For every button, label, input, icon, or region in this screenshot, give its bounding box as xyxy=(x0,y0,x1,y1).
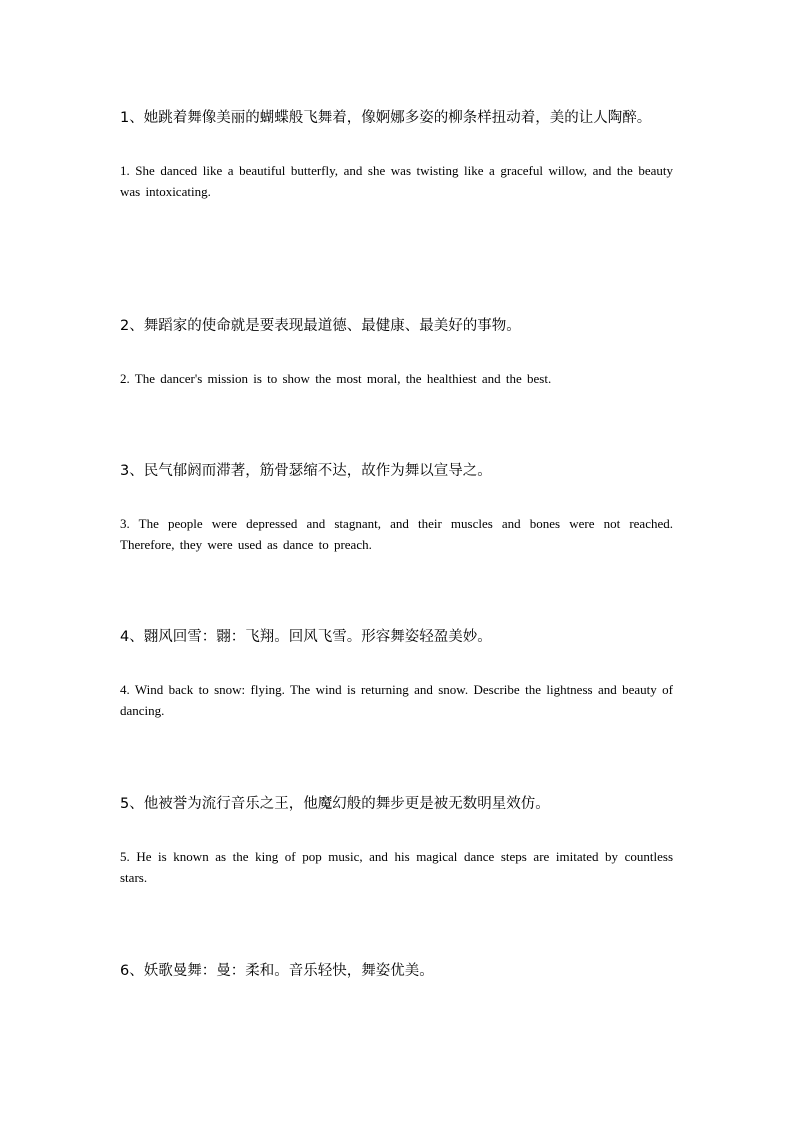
entry-4-chinese: 4、翾风回雪：翾：飞翔。回风飞雪。形容舞姿轻盈美妙。 xyxy=(120,629,492,645)
entry-2-english: 2. The dancer's mission is to show the most moral, the healthiest and the best. xyxy=(120,371,552,386)
entry-2-chinese: 2、舞蹈家的使命就是要表现最道德、最健康、最美好的事物。 xyxy=(120,318,521,334)
entry-2 xyxy=(120,306,673,389)
entry-3-chinese: 3、民气郁阏而滞著，筋骨瑟缩不达，故作为舞以宣导之。 xyxy=(120,463,492,479)
entry-5 xyxy=(120,784,673,888)
entry-1 xyxy=(120,98,673,202)
entry-3-english: 3. The people were depressed and stagnant, and their muscles and bones were not reached. Therefore, they were used as dance to preach. xyxy=(120,516,673,552)
entry-5-chinese: 5、他被誉为流行音乐之王，他魔幻般的舞步更是被无数明星效仿。 xyxy=(120,796,550,812)
entry-4-english: 4. Wind back to snow: flying. The wind is returning and snow. Describe the lightness and beauty of dancing. xyxy=(120,682,673,718)
entry-6-chinese: 6、妖歌曼舞：曼：柔和。音乐轻快，舞姿优美。 xyxy=(120,963,434,979)
entry-1-english: 1. She danced like a beautiful butterfly, and she was twisting like a graceful willow, and the beauty was intoxicating. xyxy=(120,163,673,199)
entry-4 xyxy=(120,617,673,721)
entry-5-english: 5. He is known as the king of pop music, and his magical dance steps are imitated by countless stars. xyxy=(120,849,673,885)
entry-3 xyxy=(120,451,673,555)
entry-6 xyxy=(120,951,673,991)
entry-1-chinese: 1、她跳着舞像美丽的蝴蝶般飞舞着，像婀娜多姿的柳条样扭动着，美的让人陶醉。 xyxy=(120,110,652,126)
